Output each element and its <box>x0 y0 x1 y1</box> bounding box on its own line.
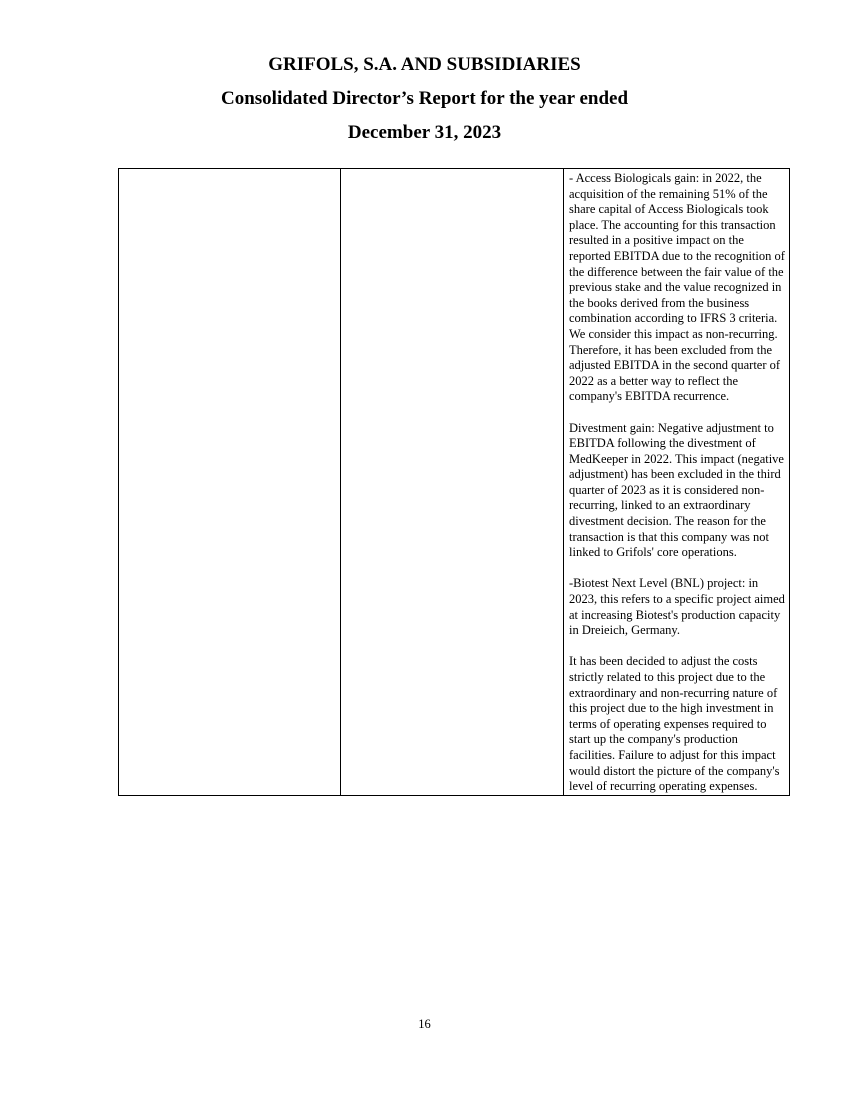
report-title: Consolidated Director’s Report for the year ended <box>220 88 629 109</box>
table-row <box>119 169 790 796</box>
content-table <box>118 168 790 796</box>
table-cell-empty-2 <box>341 169 564 796</box>
cell-1-text <box>119 169 340 171</box>
paragraph-access-biologicals: - Access Biologicals gain: in 2022, the acquisition of the remaining 51% of the share capital of Access Biologicals took place. The accounting for this transaction resulted in a positive impact on the reported EBITDA due to the recognition of the difference between the fair value of the previous stake and the value recognized in the books derived from the business combination according to IFRS 3 criteria. We consider this impact as non-recurring. Therefore, it has been excluded from the adjusted EBITDA in the second quarter of 2022 as a better way to reflect the company's EBITDA recurrence. <box>569 171 785 404</box>
table-cell-description <box>564 169 790 796</box>
page-number: 16 <box>418 1017 431 1031</box>
table-cell-empty-1 <box>119 169 341 796</box>
paragraph-bnl-project: -Biotest Next Level (BNL) project: in 2023, this refers to a specific project aimed at increasing Biotest's production capacity in Dreieich, Germany. <box>569 576 785 638</box>
paragraph-bnl-adjustment: It has been decided to adjust the costs strictly related to this project due to the extraordinary and non-recurring nature of this project due to the high investment in terms of operating expenses required to start up the company's production facilities. Failure to adjust for this impact would distort the picture of the company's level of recurring operating expenses. <box>569 654 780 794</box>
cell-2-text <box>341 169 563 171</box>
report-date: December 31, 2023 <box>347 122 502 143</box>
report-header <box>0 48 849 150</box>
paragraph-divestment-gain: Divestment gain: Negative adjustment to EBITDA following the divestment of MedKeeper in 2022. This impact (negative adjustment) has been excluded in the third quarter of 2023 as it is considered non-recurring, linked to an extraordinary divestment decision. The reason for the transaction is that this company was not linked to Grifols' core operations. <box>569 420 784 560</box>
description-text <box>564 169 789 795</box>
company-title: GRIFOLS, S.A. AND SUBSIDIARIES <box>268 54 581 75</box>
